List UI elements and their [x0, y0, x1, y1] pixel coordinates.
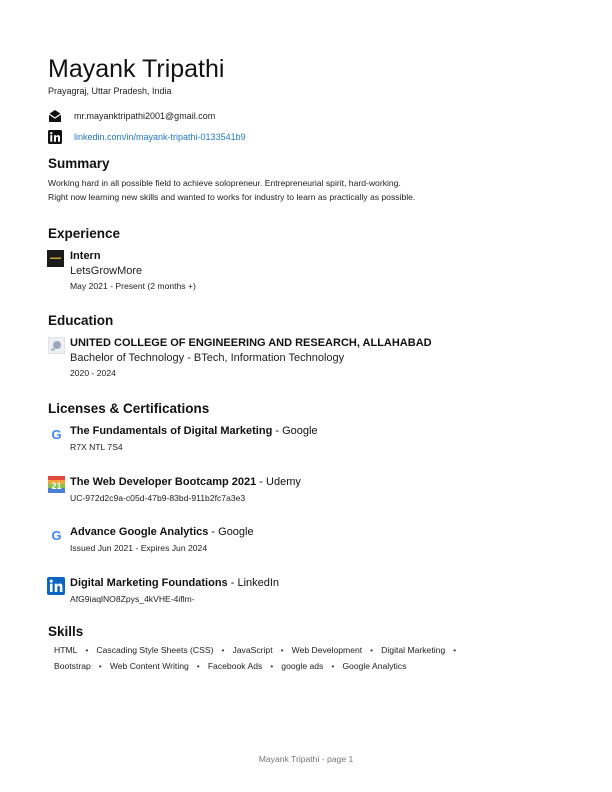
skill-separator: •: [85, 645, 89, 655]
skills-row: [54, 642, 554, 658]
skill-item: Cascading Style Sheets (CSS): [96, 645, 214, 655]
certification-entry: [70, 577, 279, 604]
certification-title: [70, 476, 301, 488]
skill-separator: •: [270, 661, 274, 671]
skill-separator: •: [98, 661, 102, 671]
college-logo: [48, 337, 65, 354]
svg-text:G: G: [51, 528, 62, 543]
certification-name: Advance Google Analytics: [70, 526, 209, 538]
certification-detail: Issued Jun 2021 - Expires Jun 2024: [70, 543, 208, 553]
skill-separator: •: [196, 661, 200, 671]
skill-item: Web Content Writing: [109, 661, 189, 671]
google-logo: [48, 426, 65, 443]
google-logo: [48, 527, 65, 544]
email-contact[interactable]: [48, 109, 215, 123]
job-dates: May 2021 - Present (2 months +): [70, 281, 196, 291]
linkedin-logo: [47, 577, 65, 595]
summary-heading: Summary: [48, 156, 110, 171]
certification-detail: R7X NTL 7S4: [70, 442, 123, 452]
skill-separator: •: [370, 645, 374, 655]
certification-name: The Web Developer Bootcamp 2021: [70, 476, 257, 488]
certification-title: [70, 425, 318, 437]
candidate-name: Mayank Tripathi: [48, 55, 225, 83]
skill-item: JavaScript: [232, 645, 273, 655]
certification-entry: [70, 526, 254, 553]
email-icon: [48, 109, 62, 123]
candidate-location: Prayagraj, Uttar Pradesh, India: [48, 86, 172, 96]
linkedin-url[interactable]: linkedin.com/in/mayank-tripathi-0133541b9: [74, 132, 246, 142]
svg-text:21: 21: [51, 481, 62, 491]
linkedin-icon: [48, 130, 62, 144]
skill-separator: •: [331, 661, 335, 671]
certification-name: The Fundamentals of Digital Marketing: [70, 425, 273, 437]
summary-line: Right now learning new skills and wanted to works for industry to learn as practically as possible.: [48, 192, 416, 202]
certification-issuer: - Udemy: [256, 476, 301, 488]
skills-heading: Skills: [48, 624, 84, 639]
summary-text: [48, 176, 588, 204]
skill-item: Web Development: [291, 645, 363, 655]
certification-issuer: - Google: [208, 526, 254, 538]
education-entry: [70, 337, 432, 378]
skill-item: google ads: [281, 661, 324, 671]
skill-separator: •: [453, 645, 457, 655]
experience-heading: Experience: [48, 226, 121, 241]
skill-item: Facebook Ads: [207, 661, 263, 671]
degree-name: Bachelor of Technology - BTech, Information Technology: [70, 352, 345, 364]
certification-issuer: - LinkedIn: [227, 577, 280, 589]
skill-item: Google Analytics: [342, 661, 407, 671]
certifications-heading: Licenses & Certifications: [48, 401, 210, 416]
school-name: UNITED COLLEGE OF ENGINEERING AND RESEARCH, ALLAHABAD: [70, 337, 432, 349]
company-name: LetsGrowMore: [70, 265, 143, 277]
education-dates: 2020 - 2024: [70, 368, 116, 378]
udemy-logo: [48, 476, 65, 493]
certification-name: Digital Marketing Foundations: [70, 577, 228, 589]
skills-row: [54, 658, 554, 674]
certification-entry: [70, 476, 301, 503]
skill-item: Bootstrap: [54, 661, 91, 671]
email-text[interactable]: mr.mayanktripathi2001@gmail.com: [74, 111, 216, 121]
certification-entry: [70, 425, 318, 452]
skill-item: HTML: [54, 645, 78, 655]
company-logo: [47, 250, 64, 267]
svg-text:G: G: [51, 427, 62, 442]
education-heading: Education: [48, 313, 114, 328]
summary-line: Working hard in all possible field to achieve solopreneur. Entrepreneurial spirit, hard-working.: [48, 178, 401, 188]
certification-detail: UC-972d2c9a-c05d-47b9-83bd-911b2fc7a3e3: [70, 493, 246, 503]
experience-entry: [70, 250, 196, 291]
certification-title: [70, 577, 279, 589]
linkedin-contact[interactable]: [48, 130, 246, 144]
job-title: Intern: [70, 250, 101, 262]
certification-title: [70, 526, 254, 538]
skill-separator: •: [280, 645, 284, 655]
skills-list: [54, 642, 554, 674]
skill-item: Digital Marketing: [381, 645, 446, 655]
certification-detail: AfG9iaqlNO8Zpys_4kVHE-4iflm-: [70, 594, 195, 604]
page-footer: Mayank Tripathi - page 1: [258, 754, 354, 764]
skill-separator: •: [221, 645, 225, 655]
certification-issuer: - Google: [272, 425, 318, 437]
